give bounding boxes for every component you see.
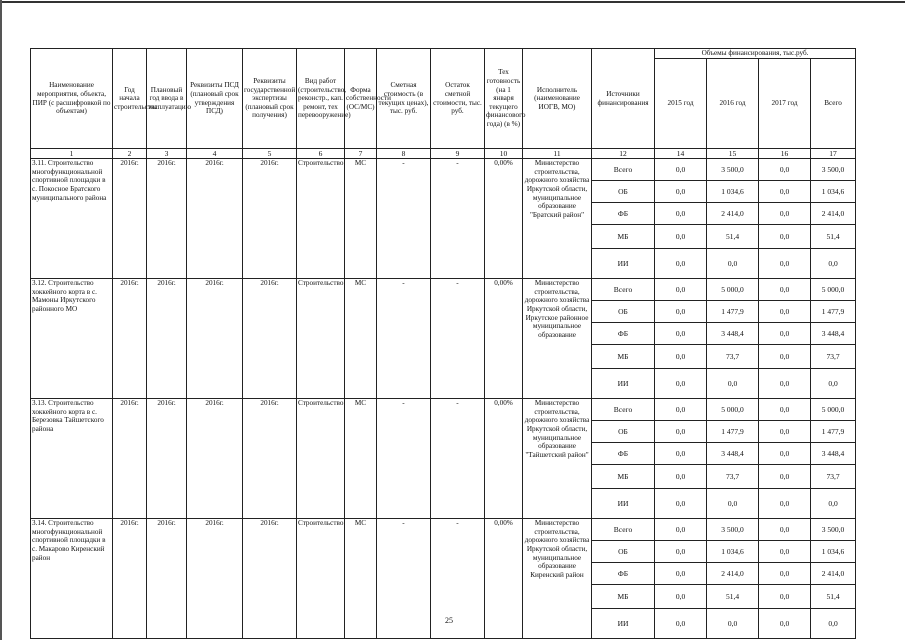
value-total: 0,0 xyxy=(811,609,856,639)
psd-date: 2016г. xyxy=(187,279,243,399)
readiness: 0,00% xyxy=(485,159,523,279)
value-total: 51,4 xyxy=(811,225,856,249)
start-year: 2016г. xyxy=(113,519,147,639)
value-2015: 0,0 xyxy=(655,609,707,639)
value-total: 3 448,4 xyxy=(811,323,856,345)
object-name: 3.14. Строительство многофункциональной спортивной площадки в с. Макарово Киренский район xyxy=(31,519,113,639)
value-2016: 73,7 xyxy=(707,345,759,369)
ownership: МС xyxy=(345,159,377,279)
table-row xyxy=(31,159,856,181)
object-name: 3.12. Строительство хоккейного корта в с. Мамоны Иркутского районного МО xyxy=(31,279,113,399)
fin-source: ОБ xyxy=(592,301,655,323)
executor: Министерство строительства, дорожного хозяйства Иркутской области, муниципальное образование Киренский район xyxy=(523,519,592,639)
work-type: Строительство xyxy=(297,279,345,399)
expertise-date: 2016г. xyxy=(243,159,297,279)
start-year: 2016г. xyxy=(113,399,147,519)
plan-year: 2016г. xyxy=(147,399,187,519)
object-name: 3.13. Строительство хоккейного корта в с. Березовка Тайшетского района xyxy=(31,399,113,519)
column-number: 12 xyxy=(592,149,655,159)
column-number: 15 xyxy=(707,149,759,159)
value-total: 0,0 xyxy=(811,369,856,399)
remaining: - xyxy=(431,399,485,519)
value-2016: 1 477,9 xyxy=(707,421,759,443)
value-2015: 0,0 xyxy=(655,519,707,541)
value-2016: 51,4 xyxy=(707,585,759,609)
value-2017: 0,0 xyxy=(759,345,811,369)
psd-date: 2016г. xyxy=(187,519,243,639)
value-2017: 0,0 xyxy=(759,369,811,399)
value-2016: 0,0 xyxy=(707,249,759,279)
column-number: 3 xyxy=(147,149,187,159)
value-2016: 3 500,0 xyxy=(707,159,759,181)
work-type: Строительство xyxy=(297,399,345,519)
value-2017: 0,0 xyxy=(759,181,811,203)
column-number: 14 xyxy=(655,149,707,159)
value-2017: 0,0 xyxy=(759,159,811,181)
value-2015: 0,0 xyxy=(655,203,707,225)
executor: Министерство строительства, дорожного хозяйства Иркутской области, Иркутское районное муниципальное образование xyxy=(523,279,592,399)
value-2015: 0,0 xyxy=(655,489,707,519)
value-2015: 0,0 xyxy=(655,465,707,489)
work-type: Строительство xyxy=(297,159,345,279)
psd-date: 2016г. xyxy=(187,399,243,519)
fin-source: МБ xyxy=(592,465,655,489)
value-total: 3 500,0 xyxy=(811,519,856,541)
fin-source: Всего xyxy=(592,159,655,181)
value-2015: 0,0 xyxy=(655,301,707,323)
start-year: 2016г. xyxy=(113,159,147,279)
value-total: 2 414,0 xyxy=(811,203,856,225)
header-work-type: Вид работ (строительство, реконстр., кап. ремонт, тех перевооружение) xyxy=(297,49,345,149)
value-2015: 0,0 xyxy=(655,279,707,301)
value-2017: 0,0 xyxy=(759,421,811,443)
estimate: - xyxy=(377,399,431,519)
top-edge-line xyxy=(0,1,905,3)
fin-source: МБ xyxy=(592,225,655,249)
value-2017: 0,0 xyxy=(759,489,811,519)
ownership: МС xyxy=(345,399,377,519)
value-2017: 0,0 xyxy=(759,541,811,563)
value-2015: 0,0 xyxy=(655,563,707,585)
remaining: - xyxy=(431,159,485,279)
value-2016: 3 500,0 xyxy=(707,519,759,541)
fin-source: ИИ xyxy=(592,489,655,519)
value-total: 5 000,0 xyxy=(811,399,856,421)
psd-date: 2016г. xyxy=(187,159,243,279)
value-2017: 0,0 xyxy=(759,323,811,345)
column-numbers-row xyxy=(31,149,856,159)
column-number: 1 xyxy=(31,149,113,159)
value-2016: 5 000,0 xyxy=(707,279,759,301)
table-row xyxy=(31,519,856,541)
readiness: 0,00% xyxy=(485,399,523,519)
value-2016: 1 477,9 xyxy=(707,301,759,323)
executor: Министерство строительства, дорожного хозяйства Иркутской области, муниципальное образование "Тайшетский район" xyxy=(523,399,592,519)
value-total: 1 477,9 xyxy=(811,421,856,443)
value-total: 51,4 xyxy=(811,585,856,609)
value-2017: 0,0 xyxy=(759,301,811,323)
header-psd: Реквизиты ПСД (плановый срок утверждения ПСД) xyxy=(187,49,243,149)
value-2017: 0,0 xyxy=(759,465,811,489)
fin-source: Всего xyxy=(592,519,655,541)
value-2016: 2 414,0 xyxy=(707,203,759,225)
column-number: 4 xyxy=(187,149,243,159)
value-2015: 0,0 xyxy=(655,443,707,465)
fin-source: ФБ xyxy=(592,443,655,465)
value-2016: 0,0 xyxy=(707,609,759,639)
value-2017: 0,0 xyxy=(759,443,811,465)
fin-source: ФБ xyxy=(592,563,655,585)
fin-source: МБ xyxy=(592,585,655,609)
expertise-date: 2016г. xyxy=(243,279,297,399)
value-2015: 0,0 xyxy=(655,159,707,181)
financing-table xyxy=(30,48,856,639)
header-total: Всего xyxy=(811,59,856,149)
value-2017: 0,0 xyxy=(759,225,811,249)
value-2015: 0,0 xyxy=(655,369,707,399)
value-2016: 5 000,0 xyxy=(707,399,759,421)
column-number: 7 xyxy=(345,149,377,159)
readiness: 0,00% xyxy=(485,519,523,639)
header-sources: Источники финансирования xyxy=(592,49,655,149)
work-type: Строительство xyxy=(297,519,345,639)
column-number: 10 xyxy=(485,149,523,159)
column-number: 8 xyxy=(377,149,431,159)
column-number: 2 xyxy=(113,149,147,159)
value-total: 2 414,0 xyxy=(811,563,856,585)
value-2015: 0,0 xyxy=(655,585,707,609)
fin-source: Всего xyxy=(592,279,655,301)
estimate: - xyxy=(377,159,431,279)
value-2016: 3 448,4 xyxy=(707,323,759,345)
column-number: 11 xyxy=(523,149,592,159)
fin-source: ОБ xyxy=(592,181,655,203)
fin-source: ФБ xyxy=(592,323,655,345)
fin-source: ИИ xyxy=(592,369,655,399)
value-2017: 0,0 xyxy=(759,249,811,279)
value-2015: 0,0 xyxy=(655,249,707,279)
header-readiness: Тех готовность (на 1 января текущего финансового года) (в %) xyxy=(485,49,523,149)
fin-source: Всего xyxy=(592,399,655,421)
column-number: 6 xyxy=(297,149,345,159)
start-year: 2016г. xyxy=(113,279,147,399)
fin-source: ОБ xyxy=(592,541,655,563)
table-row xyxy=(31,279,856,301)
plan-year: 2016г. xyxy=(147,279,187,399)
value-2015: 0,0 xyxy=(655,225,707,249)
value-2017: 0,0 xyxy=(759,399,811,421)
value-2016: 2 414,0 xyxy=(707,563,759,585)
estimate: - xyxy=(377,279,431,399)
header-ownership: Форма собственности (ОС/МС) xyxy=(345,49,377,149)
column-number: 5 xyxy=(243,149,297,159)
value-2017: 0,0 xyxy=(759,585,811,609)
fin-source: ИИ xyxy=(592,249,655,279)
value-2016: 51,4 xyxy=(707,225,759,249)
value-2016: 3 448,4 xyxy=(707,443,759,465)
remaining: - xyxy=(431,279,485,399)
value-2015: 0,0 xyxy=(655,421,707,443)
header-2017: 2017 год xyxy=(759,59,811,149)
value-2017: 0,0 xyxy=(759,609,811,639)
value-2015: 0,0 xyxy=(655,345,707,369)
value-2016: 73,7 xyxy=(707,465,759,489)
header-expertise: Реквизиты государственной экспертизы (плановый срок получения) xyxy=(243,49,297,149)
expertise-date: 2016г. xyxy=(243,399,297,519)
value-2015: 0,0 xyxy=(655,323,707,345)
value-total: 1 034,6 xyxy=(811,541,856,563)
fin-source: ОБ xyxy=(592,421,655,443)
ownership: МС xyxy=(345,519,377,639)
header-2015: 2015 год xyxy=(655,59,707,149)
value-total: 73,7 xyxy=(811,345,856,369)
header-volumes: Объемы финансирования, тыс.руб. xyxy=(655,49,856,59)
value-total: 0,0 xyxy=(811,249,856,279)
column-number: 16 xyxy=(759,149,811,159)
value-2017: 0,0 xyxy=(759,519,811,541)
value-total: 3 448,4 xyxy=(811,443,856,465)
ownership: МС xyxy=(345,279,377,399)
object-name: 3.11. Строительство многофункциональной спортивной площадки в с. Покосное Братского муниципального района xyxy=(31,159,113,279)
executor: Министерство строительства, дорожного хозяйства Иркутской области, муниципальное образование "Братский район" xyxy=(523,159,592,279)
header-start-year: Год начала строительства xyxy=(113,49,147,149)
fin-source: МБ xyxy=(592,345,655,369)
header-executor: Исполнитель (наименование ИОГВ, МО) xyxy=(523,49,592,149)
value-total: 1 034,6 xyxy=(811,181,856,203)
header-name: Наименование мероприятия, объекта, ПИР (с расшифровкой по объектам) xyxy=(31,49,113,149)
value-total: 5 000,0 xyxy=(811,279,856,301)
value-2016: 1 034,6 xyxy=(707,541,759,563)
page-number: 25 xyxy=(445,616,453,625)
readiness: 0,00% xyxy=(485,279,523,399)
header-2016: 2016 год xyxy=(707,59,759,149)
header-estimate: Сметная стоимость (в текущих ценах), тыс. руб. xyxy=(377,49,431,149)
value-2015: 0,0 xyxy=(655,181,707,203)
left-edge-line xyxy=(0,0,2,640)
header-plan-year: Плановый год ввода в эксплуатацию xyxy=(147,49,187,149)
value-2016: 0,0 xyxy=(707,489,759,519)
table-row xyxy=(31,399,856,421)
plan-year: 2016г. xyxy=(147,519,187,639)
value-2015: 0,0 xyxy=(655,399,707,421)
estimate: - xyxy=(377,519,431,639)
value-2015: 0,0 xyxy=(655,541,707,563)
fin-source: ИИ xyxy=(592,609,655,639)
value-total: 1 477,9 xyxy=(811,301,856,323)
value-total: 0,0 xyxy=(811,489,856,519)
value-2017: 0,0 xyxy=(759,279,811,301)
value-2017: 0,0 xyxy=(759,203,811,225)
value-2016: 1 034,6 xyxy=(707,181,759,203)
value-total: 73,7 xyxy=(811,465,856,489)
plan-year: 2016г. xyxy=(147,159,187,279)
fin-source: ФБ xyxy=(592,203,655,225)
column-number: 17 xyxy=(811,149,856,159)
expertise-date: 2016г. xyxy=(243,519,297,639)
column-number: 9 xyxy=(431,149,485,159)
value-2016: 0,0 xyxy=(707,369,759,399)
header-remaining: Остаток сметной стоимости, тыс. руб. xyxy=(431,49,485,149)
value-2017: 0,0 xyxy=(759,563,811,585)
value-total: 3 500,0 xyxy=(811,159,856,181)
remaining: - xyxy=(431,519,485,639)
